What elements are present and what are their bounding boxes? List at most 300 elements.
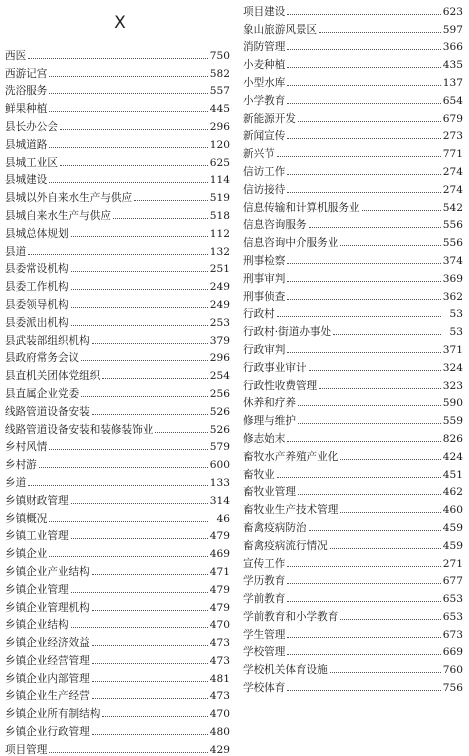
dot-leader — [71, 236, 208, 237]
page-number: 120 — [209, 138, 230, 151]
index-entry — [243, 249, 463, 267]
index-term: 县委派出机构 — [5, 316, 69, 329]
page-number: 323 — [442, 379, 463, 392]
index-term: 乡村游 — [5, 459, 37, 472]
left-entry-list — [5, 44, 230, 756]
page-number: 519 — [209, 192, 230, 205]
index-entry — [5, 186, 230, 204]
page-number: 273 — [442, 130, 463, 143]
index-entry — [243, 285, 463, 303]
dot-leader — [113, 218, 208, 219]
page-number: 518 — [209, 209, 230, 222]
dot-leader — [28, 485, 208, 486]
index-term: 县城工业区 — [5, 156, 58, 169]
index-entry — [5, 347, 230, 365]
index-entry — [243, 160, 463, 178]
index-entry — [243, 587, 463, 605]
page-number: 114 — [209, 174, 230, 187]
index-term: 畜禽疫病流行情况 — [243, 539, 328, 552]
page-number: 590 — [442, 397, 463, 410]
dot-leader — [298, 494, 441, 495]
index-entry — [5, 204, 230, 222]
index-term: 县城自来水生产与供应 — [5, 209, 111, 222]
index-term: 项目建设 — [243, 5, 286, 18]
index-entry — [5, 222, 230, 240]
index-entry — [243, 303, 463, 321]
index-term: 小学教育 — [243, 94, 286, 107]
dot-leader — [362, 210, 441, 211]
index-entry — [243, 125, 463, 143]
page-number: 324 — [442, 361, 463, 374]
dot-leader — [92, 343, 208, 344]
index-term: 行政村·街道办事处 — [243, 326, 332, 339]
index-term: 乡镇财政管理 — [5, 494, 69, 507]
index-term: 县直机关团体党组织 — [5, 370, 101, 383]
index-entry — [243, 338, 463, 356]
index-term: 修理与维护 — [243, 415, 296, 428]
page-number: 556 — [442, 237, 463, 250]
dot-leader — [333, 334, 441, 335]
index-term: 县委领导机构 — [5, 298, 69, 311]
index-term: 畜牧业生产技术管理 — [243, 504, 339, 517]
index-entry — [5, 400, 230, 418]
page-number: 479 — [209, 601, 230, 614]
index-entry — [5, 115, 230, 133]
dot-leader — [287, 49, 440, 50]
dot-leader — [71, 289, 208, 290]
page-number: 473 — [209, 637, 230, 650]
page-number: 597 — [442, 23, 463, 36]
index-entry — [243, 196, 463, 214]
dot-leader — [39, 467, 208, 468]
index-term: 刑事审判 — [243, 272, 286, 285]
dot-leader — [340, 459, 440, 460]
index-term: 县委工作机构 — [5, 281, 69, 294]
page-number: 479 — [209, 583, 230, 596]
page-number: 459 — [442, 539, 463, 552]
page-number: 473 — [209, 690, 230, 703]
index-entry — [5, 471, 230, 489]
index-term: 行政村 — [243, 308, 275, 321]
page-number: 526 — [209, 405, 230, 418]
dot-leader — [340, 245, 440, 246]
page-number: 451 — [442, 468, 463, 481]
dot-leader — [92, 574, 208, 575]
page-number: 526 — [209, 423, 230, 436]
page-number: 459 — [442, 521, 463, 534]
index-entry — [243, 534, 463, 552]
index-entry — [5, 275, 230, 293]
index-entry — [5, 738, 230, 756]
index-entry — [243, 107, 463, 125]
index-term: 行政性收费管理 — [243, 379, 318, 392]
dot-leader — [287, 174, 440, 175]
index-entry — [5, 436, 230, 454]
dot-leader — [60, 129, 208, 130]
index-entry — [243, 498, 463, 516]
index-term: 宣传工作 — [243, 557, 286, 570]
index-term: 县城总体规划 — [5, 227, 69, 240]
index-entry — [243, 356, 463, 374]
page-number: 137 — [442, 76, 463, 89]
index-term: 新兴节 — [243, 148, 275, 161]
index-term: 县城道路 — [5, 138, 48, 151]
page-number: 296 — [209, 120, 230, 133]
index-entry — [5, 418, 230, 436]
index-term: 行政事业审计 — [243, 361, 307, 374]
index-entry — [5, 453, 230, 471]
index-term: 县城以外自来水生产与供应 — [5, 192, 133, 205]
dot-leader — [277, 316, 441, 317]
page-number: 756 — [442, 682, 463, 695]
index-entry — [243, 53, 463, 71]
index-entry — [243, 641, 463, 659]
dot-leader — [277, 477, 441, 478]
page-number: 296 — [209, 352, 230, 365]
index-term: 新闻宣传 — [243, 130, 286, 143]
dot-leader — [287, 138, 440, 139]
index-term: 线路管道设备安装和装修装饰业 — [5, 423, 154, 436]
index-entry — [5, 311, 230, 329]
index-entry — [5, 169, 230, 187]
index-term: 洗浴服务 — [5, 85, 48, 98]
index-term: 县道 — [5, 245, 27, 258]
index-entry — [5, 596, 230, 614]
page-number: 600 — [209, 459, 230, 472]
page-number: 253 — [209, 316, 230, 329]
index-entry — [243, 570, 463, 588]
dot-leader — [340, 512, 440, 513]
dot-leader — [49, 76, 207, 77]
page-number: 374 — [442, 254, 463, 267]
page-number: 314 — [209, 494, 230, 507]
index-entry — [5, 258, 230, 276]
index-entry — [5, 329, 230, 347]
dot-leader — [71, 271, 208, 272]
index-term: 西游记宫 — [5, 67, 48, 80]
index-term: 学前教育 — [243, 593, 286, 606]
index-entry — [5, 525, 230, 543]
dot-leader — [287, 583, 440, 584]
page-number: 481 — [209, 672, 230, 685]
page-number: 557 — [209, 85, 230, 98]
page-number: 249 — [209, 298, 230, 311]
index-term: 畜禽疫病防治 — [243, 521, 307, 534]
dot-leader — [92, 734, 208, 735]
dot-leader — [287, 103, 440, 104]
index-entry — [243, 676, 463, 694]
dot-leader — [319, 388, 441, 389]
index-term: 乡村风情 — [5, 441, 48, 454]
page-number: 274 — [442, 165, 463, 178]
page-number: 362 — [442, 290, 463, 303]
page-number: 369 — [442, 272, 463, 285]
index-term: 县直属企业党委 — [5, 387, 80, 400]
index-term: 小型水库 — [243, 76, 286, 89]
index-term: 消防管理 — [243, 41, 286, 54]
index-entry — [5, 667, 230, 685]
index-entry — [5, 702, 230, 720]
index-entry — [243, 231, 463, 249]
index-entry — [243, 89, 463, 107]
index-term: 休养和疗养 — [243, 397, 296, 410]
page-number: 435 — [442, 59, 463, 72]
index-entry — [243, 320, 463, 338]
index-term: 修志始末 — [243, 432, 286, 445]
dot-leader — [287, 263, 440, 264]
dot-leader — [92, 645, 208, 646]
dot-leader — [287, 192, 440, 193]
index-entry — [243, 409, 463, 427]
index-entry — [243, 552, 463, 570]
dot-leader — [49, 752, 207, 753]
index-term: 学历教育 — [243, 575, 286, 588]
page-number: 653 — [442, 610, 463, 623]
index-entry — [5, 151, 230, 169]
dot-leader — [309, 530, 441, 531]
page-number: 471 — [209, 565, 230, 578]
index-entry — [5, 489, 230, 507]
dot-leader — [49, 93, 207, 94]
index-term: 乡镇工业管理 — [5, 530, 69, 543]
index-entry — [243, 658, 463, 676]
index-entry — [243, 623, 463, 641]
index-entry — [5, 240, 230, 258]
dot-leader — [81, 360, 208, 361]
index-term: 畜牧水产养殖产业化 — [243, 450, 339, 463]
index-term: 县武装部组织机构 — [5, 334, 90, 347]
index-entry — [243, 463, 463, 481]
index-term: 西医 — [5, 49, 27, 62]
right-entry-list — [243, 0, 463, 694]
index-term: 项目管理 — [5, 743, 48, 756]
index-entry — [5, 720, 230, 738]
page-number: 579 — [209, 441, 230, 454]
page-number: 53 — [449, 308, 463, 321]
index-term: 学生管理 — [243, 628, 286, 641]
page-number: 132 — [209, 245, 230, 258]
dot-leader — [71, 538, 208, 539]
page-number: 470 — [209, 619, 230, 632]
page-number: 251 — [209, 263, 230, 276]
index-term: 乡镇企业行政管理 — [5, 726, 90, 739]
index-term: 县城建设 — [5, 174, 48, 187]
dot-leader — [102, 716, 207, 717]
index-entry — [243, 36, 463, 54]
index-term: 乡镇企业经营管理 — [5, 654, 90, 667]
index-entry — [5, 44, 230, 62]
index-entry — [243, 427, 463, 445]
index-term: 刑事侦查 — [243, 290, 286, 303]
dot-leader — [287, 441, 440, 442]
dot-leader — [92, 610, 208, 611]
page-number: 750 — [209, 49, 230, 62]
index-term: 乡镇企业经济效益 — [5, 637, 90, 650]
dot-leader — [330, 548, 441, 549]
index-entry — [243, 516, 463, 534]
page-number: 424 — [442, 450, 463, 463]
dot-leader — [92, 681, 208, 682]
dot-leader — [287, 14, 440, 15]
dot-leader — [49, 147, 207, 148]
page-number: 556 — [442, 219, 463, 232]
index-term: 信访接待 — [243, 183, 286, 196]
dot-leader — [155, 432, 207, 433]
page-number: 559 — [442, 415, 463, 428]
page-number: 679 — [442, 112, 463, 125]
page-number: 429 — [209, 743, 230, 756]
dot-leader — [71, 592, 208, 593]
dot-leader — [71, 307, 208, 308]
page-number: 654 — [442, 94, 463, 107]
page-number: 826 — [442, 432, 463, 445]
dot-leader — [49, 556, 207, 557]
index-entry — [5, 382, 230, 400]
index-entry — [5, 614, 230, 632]
page-number: 445 — [209, 103, 230, 116]
dot-leader — [92, 698, 208, 699]
page-number: 582 — [209, 67, 230, 80]
index-term: 刑事检察 — [243, 254, 286, 267]
dot-leader — [298, 121, 441, 122]
index-entry — [5, 80, 230, 98]
dot-leader — [49, 449, 207, 450]
page-number: 53 — [449, 326, 463, 339]
dot-leader — [298, 405, 441, 406]
dot-leader — [102, 378, 207, 379]
index-entry — [5, 542, 230, 560]
index-entry — [243, 71, 463, 89]
dot-leader — [71, 503, 208, 504]
index-term: 学校管理 — [243, 646, 286, 659]
index-term: 信息咨询服务 — [243, 219, 307, 232]
index-term: 县委常设机构 — [5, 263, 69, 276]
dot-leader — [49, 111, 207, 112]
index-term: 乡道 — [5, 476, 27, 489]
page-number: 673 — [442, 628, 463, 641]
index-entry — [243, 374, 463, 392]
index-entry — [243, 178, 463, 196]
index-term: 信访工作 — [243, 165, 286, 178]
index-entry — [243, 445, 463, 463]
page-number: 46 — [216, 512, 230, 525]
dot-leader — [287, 299, 440, 300]
page-number: 366 — [442, 41, 463, 54]
index-term: 信息咨询中介服务业 — [243, 237, 339, 250]
dot-leader — [287, 67, 440, 68]
index-term: 县政府常务会议 — [5, 352, 80, 365]
page-number: 760 — [442, 664, 463, 677]
dot-leader — [49, 182, 207, 183]
dot-leader — [28, 58, 208, 59]
dot-leader — [287, 654, 440, 655]
index-term: 乡镇企业结构 — [5, 619, 69, 632]
dot-leader — [330, 672, 441, 673]
dot-leader — [49, 521, 208, 522]
index-term: 学校体育 — [243, 682, 286, 695]
page-number: 133 — [209, 476, 230, 489]
index-term: 学前教育和小学教育 — [243, 610, 339, 623]
dot-leader — [298, 423, 441, 424]
index-term: 畜牧业管理 — [243, 486, 296, 499]
index-term: 县长办公会 — [5, 120, 58, 133]
page-number: 480 — [209, 726, 230, 739]
dot-leader — [92, 414, 208, 415]
dot-leader — [28, 254, 208, 255]
dot-leader — [309, 227, 441, 228]
index-entry — [5, 560, 230, 578]
index-entry — [5, 507, 230, 525]
index-entry — [243, 267, 463, 285]
index-term: 畜牧业 — [243, 468, 275, 481]
index-term: 乡镇概况 — [5, 512, 48, 525]
page-number: 653 — [442, 593, 463, 606]
dot-leader — [287, 85, 440, 86]
dot-leader — [340, 619, 440, 620]
index-entry — [5, 649, 230, 667]
page-number: 470 — [209, 708, 230, 721]
index-entry — [5, 97, 230, 115]
index-entry — [243, 392, 463, 410]
page-number: 379 — [209, 334, 230, 347]
index-entry — [5, 293, 230, 311]
index-term: 线路管道设备安装 — [5, 405, 90, 418]
dot-leader — [319, 32, 441, 33]
page-number: 371 — [442, 343, 463, 356]
index-entry — [243, 605, 463, 623]
page-number: 249 — [209, 281, 230, 294]
dot-leader — [309, 370, 441, 371]
page-number: 677 — [442, 575, 463, 588]
page-number: 542 — [442, 201, 463, 214]
page-number: 771 — [442, 148, 463, 161]
index-entry — [5, 578, 230, 596]
index-entry — [5, 133, 230, 151]
index-term: 新能源开发 — [243, 112, 296, 125]
dot-leader — [71, 325, 208, 326]
page-number: 625 — [209, 156, 230, 169]
index-entry — [243, 18, 463, 36]
page-number: 669 — [442, 646, 463, 659]
index-entry — [243, 214, 463, 232]
index-entry — [5, 631, 230, 649]
page-number: 469 — [209, 548, 230, 561]
index-term: 乡镇企业管理机构 — [5, 601, 90, 614]
page-number: 112 — [209, 227, 230, 240]
index-entry — [243, 142, 463, 160]
page-number: 460 — [442, 504, 463, 517]
dot-leader — [287, 690, 440, 691]
dot-leader — [287, 601, 440, 602]
dot-leader — [277, 156, 441, 157]
page-number: 473 — [209, 654, 230, 667]
dot-leader — [287, 637, 440, 638]
index-entry — [5, 62, 230, 80]
index-term: 小麦种植 — [243, 59, 286, 72]
index-term: 乡镇企业管理 — [5, 583, 69, 596]
page-number: 271 — [442, 557, 463, 570]
index-entry — [243, 0, 463, 18]
index-term: 乡镇企业产业结构 — [5, 565, 90, 578]
dot-leader — [287, 281, 440, 282]
page-number: 274 — [442, 183, 463, 196]
index-entry — [5, 685, 230, 703]
letter-heading: X — [114, 13, 126, 33]
page-number: 623 — [442, 5, 463, 18]
index-entry — [5, 364, 230, 382]
index-term: 象山旅游风景区 — [243, 23, 318, 36]
page-number: 462 — [442, 486, 463, 499]
